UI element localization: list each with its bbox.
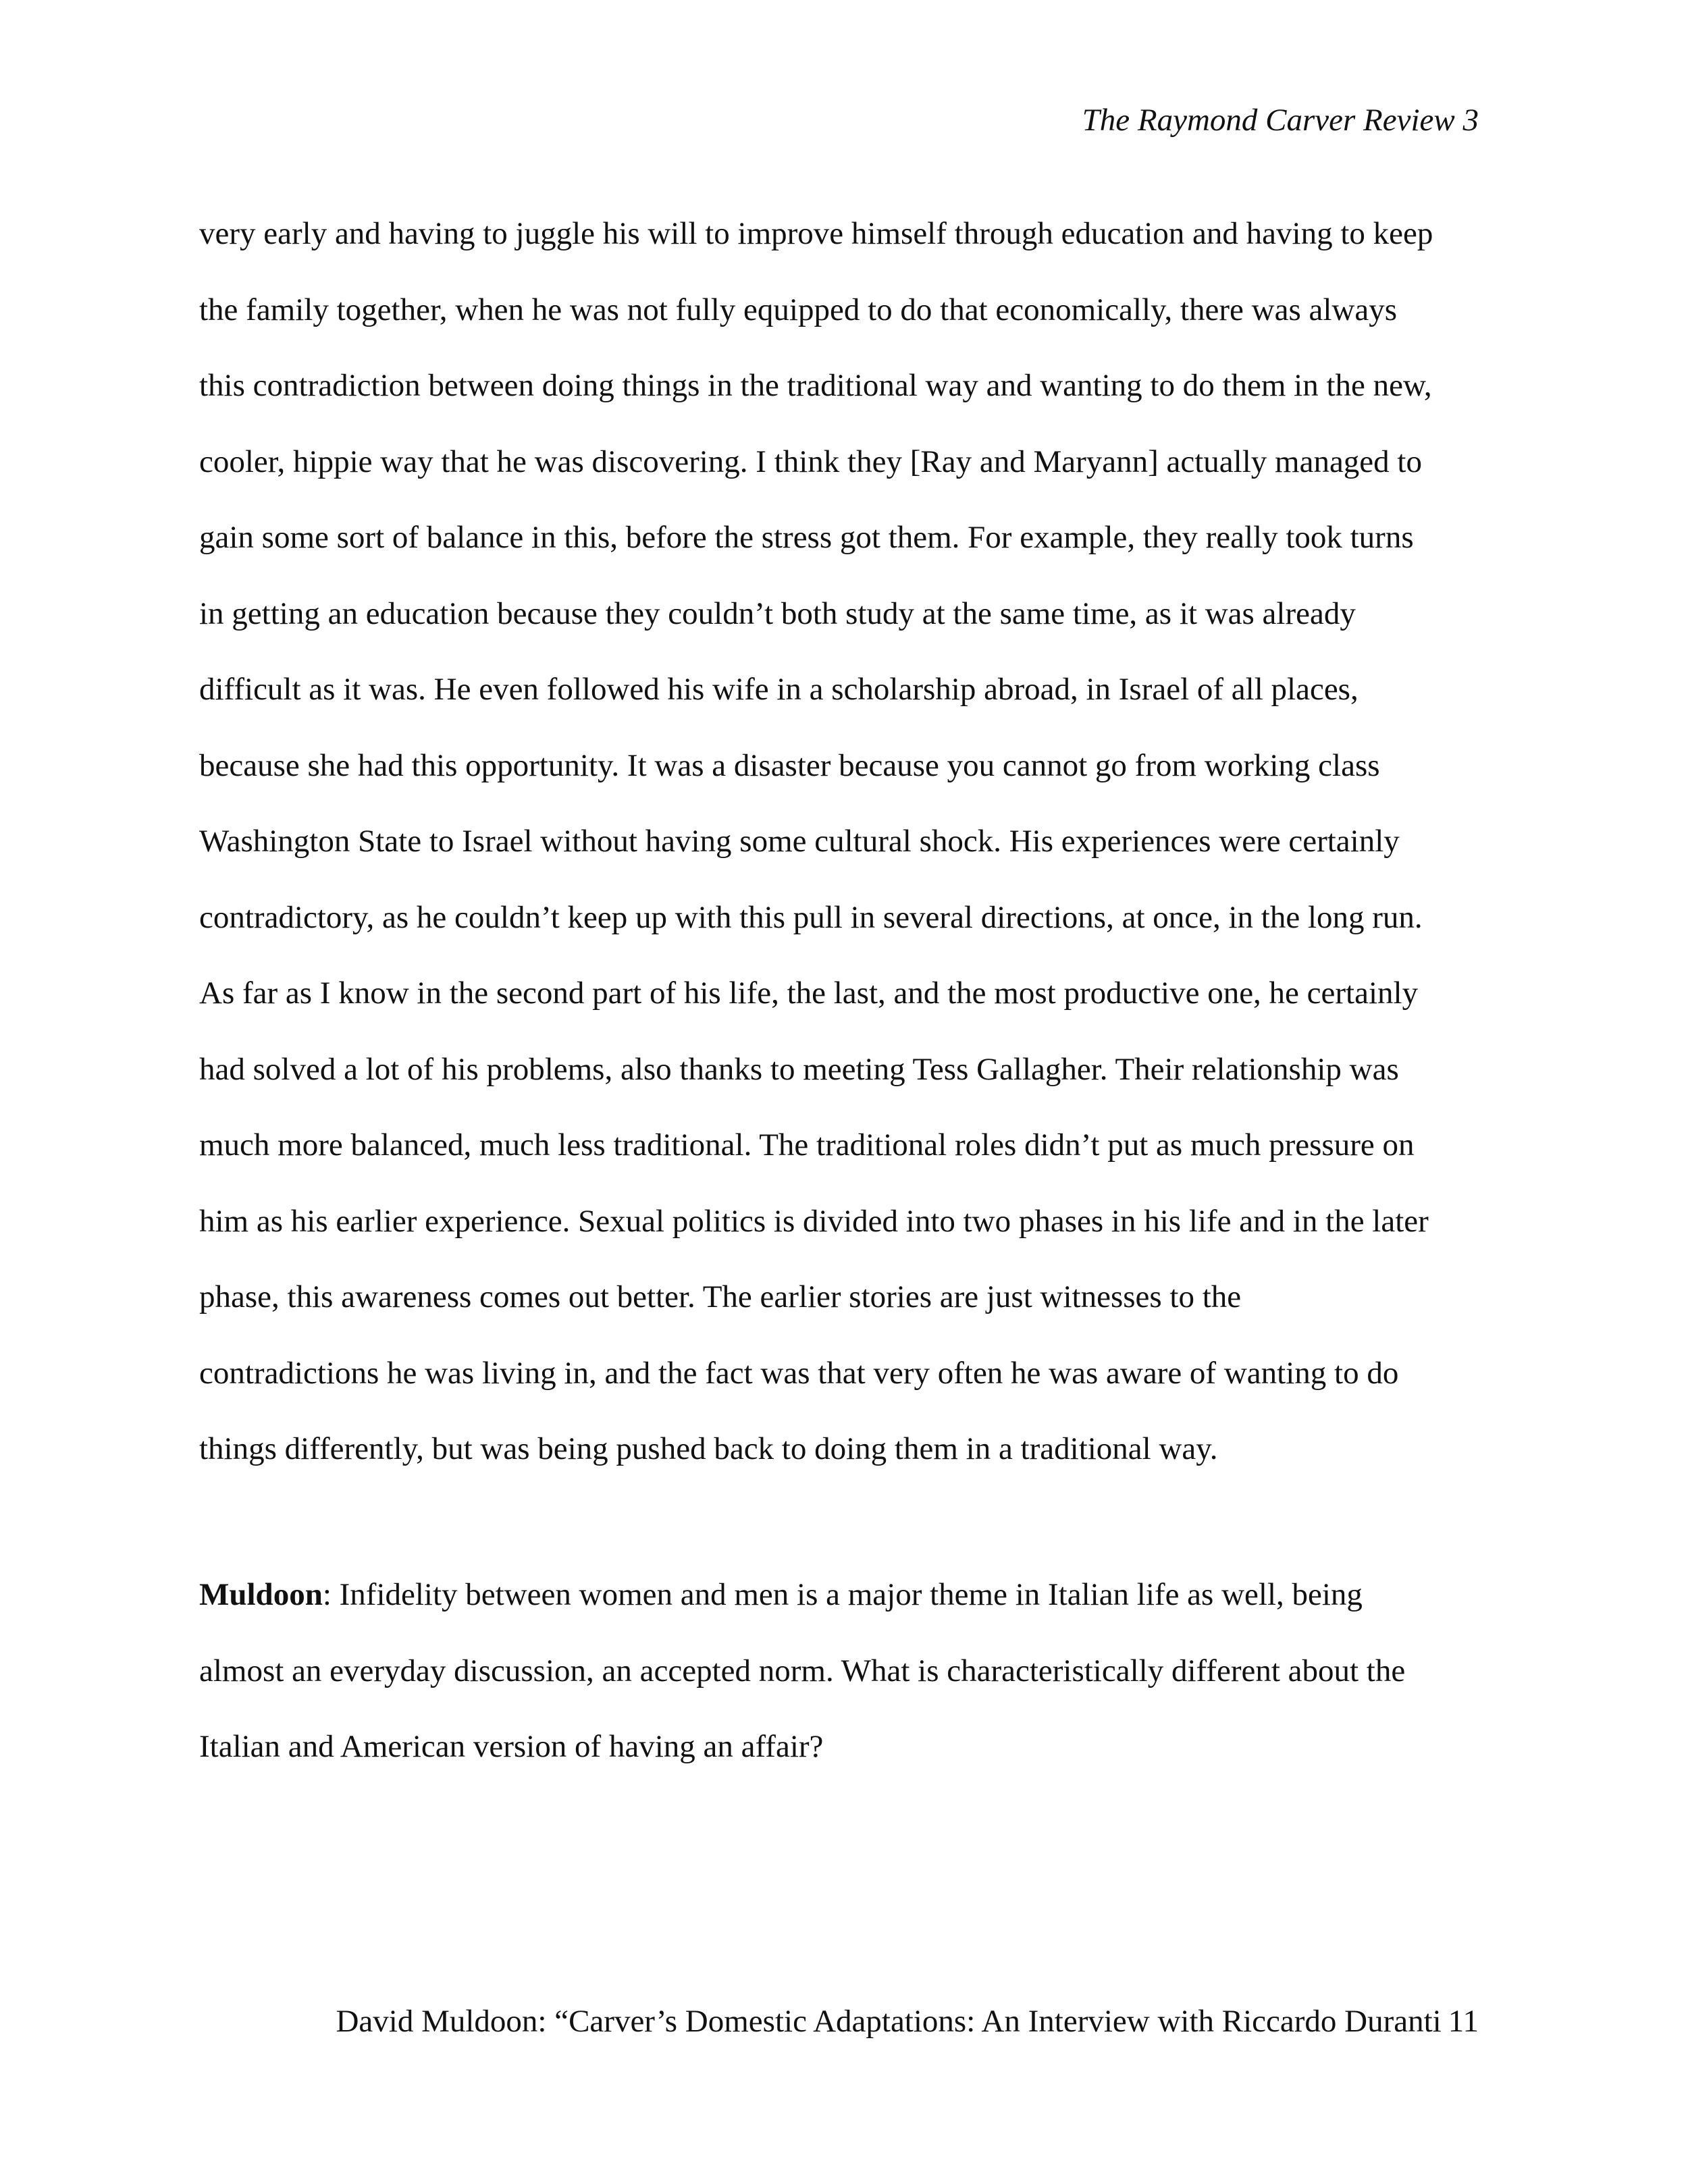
paragraph-line: the family together, when he was not fully equipped to do that economically, there was always [199, 292, 1398, 327]
paragraph-line: him as his earlier experience. Sexual politics is divided into two phases in his life and in the later [199, 1203, 1429, 1239]
paragraph-line: Washington State to Israel without having some cultural shock. His experiences were certainly [199, 824, 1400, 859]
question-text: : Infidelity between women and men is a major theme in Italian life as well, being [322, 1577, 1363, 1612]
paragraph-line: very early and having to juggle his will to improve himself through education and having to keep [199, 216, 1433, 251]
running-footer [336, 2002, 1479, 2040]
paragraph-line: phase, this awareness comes out better. The earlier stories are just witnesses to the [199, 1279, 1242, 1314]
paragraph-line: contradictions he was living in, and the fact was that very often he was aware of wanting to do [199, 1355, 1399, 1391]
paragraph-line [199, 1576, 1482, 1652]
question-paragraph [199, 1576, 1482, 1804]
paragraph-line: things differently, but was being pushed back to doing them in a traditional way. [199, 1431, 1218, 1466]
paragraph-line: much more balanced, much less traditional. The traditional roles didn’t put as much pressure on [199, 1127, 1415, 1163]
paragraph-line: gain some sort of balance in this, before the stress got them. For example, they really took turns [199, 520, 1414, 555]
paragraph-line: because she had this opportunity. It was a disaster because you cannot go from working class [199, 747, 1380, 783]
answer-paragraph [199, 215, 1482, 1506]
paragraph-line: this contradiction between doing things in the traditional way and wanting to do them in the new, [199, 368, 1432, 403]
running-header: The Raymond Carver Review 3 [1082, 103, 1479, 138]
paragraph-line: As far as I know in the second part of his life, the last, and the most productive one, he certainly [199, 976, 1419, 1011]
speaker-name: Muldoon [199, 1577, 323, 1612]
page-number: 11 [1448, 2004, 1479, 2039]
paragraph-line: difficult as it was. He even followed his wife in a scholarship abroad, in Israel of all places, [199, 672, 1359, 707]
paragraph-line: contradictory, as he couldn’t keep up with this pull in several directions, at once, in the long run. [199, 899, 1423, 935]
paragraph-line: cooler, hippie way that he was discovering. I think they [Ray and Maryann] actually managed to [199, 444, 1422, 479]
paragraph-line: almost an everyday discussion, an accepted norm. What is characteristically different about the [199, 1653, 1406, 1688]
paragraph-line: Italian and American version of having an affair? [199, 1729, 824, 1764]
paragraph-line: had solved a lot of his problems, also thanks to meeting Tess Gallagher. Their relationship was [199, 1051, 1399, 1087]
paragraph-line: in getting an education because they couldn’t both study at the same time, as it was already [199, 595, 1356, 631]
footer-citation: David Muldoon: “Carver’s Domestic Adaptations: An Interview with Riccardo Duranti [336, 2004, 1442, 2039]
